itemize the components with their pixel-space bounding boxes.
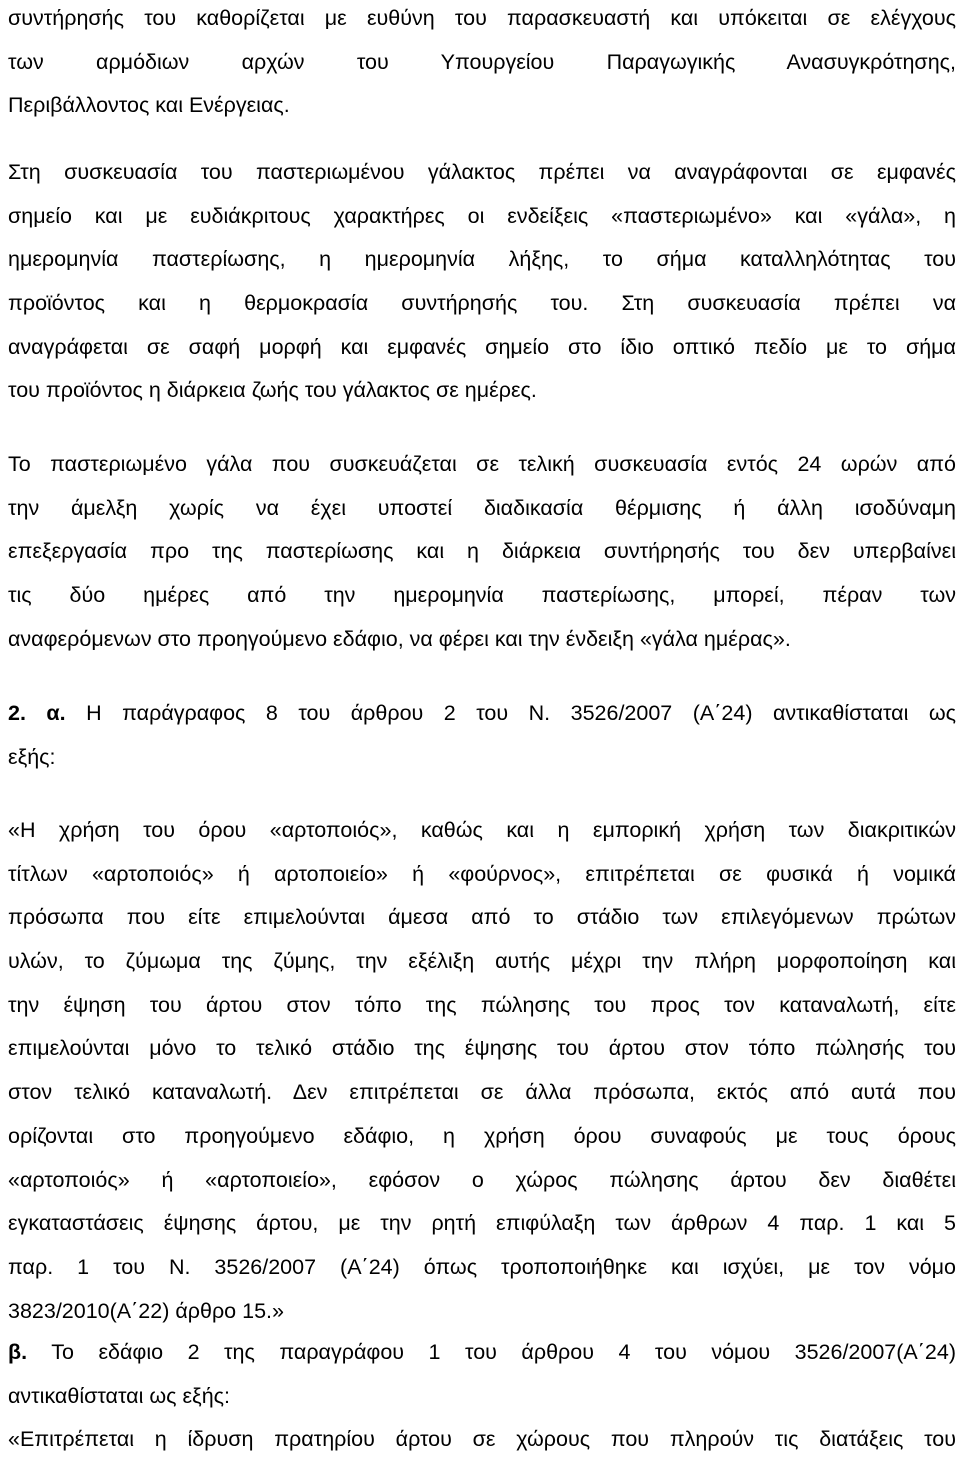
text-line: την άμελξη χωρίς να έχει υποστεί διαδικασία θέρμισης ή άλλη ισοδύναμη (8, 495, 956, 520)
text-line: την έψηση του άρτου στον τόπο της πώλησης του προς τον καταναλωτή, είτε (8, 992, 956, 1017)
text-line (8, 1331, 956, 1375)
text-line: ημερομηνία παστερίωσης, η ημερομηνία λήξης, το σήμα καταλληλότητας του (8, 247, 956, 272)
text-line: Περιβάλλοντος και Ενέργειας. (8, 93, 290, 118)
paragraph-daily-milk (8, 443, 956, 661)
section-label: β. (8, 1340, 28, 1364)
text-line: τίτλων «αρτοποιός» ή αρτοποιείο» ή «φούρνος», επιτρέπεται σε φυσικά ή νομικά (8, 861, 956, 886)
text-segment: Το εδάφιο 2 της παραγράφου 1 του άρθρου 4 του νόμου 3526/2007(Α΄24) (27, 1340, 956, 1364)
text-segment: Η παράγραφος 8 του άρθρου 2 του Ν. 3526/2007 (Α΄24) αντικαθίσταται ως (65, 701, 956, 725)
paragraph-article-2b (8, 1331, 956, 1418)
text-line: αντικαθίσταται ως εξής: (8, 1383, 230, 1408)
text-line (8, 692, 956, 736)
text-line: επεξεργασία προ της παστερίωσης και η διάρκεια συντήρησής του δεν υπερβαίνει (8, 539, 956, 564)
text-line: του προϊόντος η διάρκεια ζωής του γάλακτος σε ημέρες. (8, 378, 537, 403)
text-line: σημείο και με ευδιάκριτους χαρακτήρες οι ενδείξεις «παστεριωμένο» και «γάλα», η (8, 203, 956, 228)
text-line: εγκαταστάσεις έψησης άρτου, με την ρητή επιφύλαξη των άρθρων 4 παρ. 1 και 5 (8, 1211, 956, 1236)
text-line: των αρμόδιων αρχών του Υπουργείου Παραγωγικής Ανασυγκρότησης, (8, 49, 956, 74)
text-line: «Επιτρέπεται η ίδρυση πρατηρίου άρτου σε χώρους που πληρούν τις διατάξεις του (8, 1427, 956, 1451)
text-line: Στη συσκευασία του παστεριωμένου γάλακτος πρέπει να αναγράφονται σε εμφανές (8, 160, 956, 184)
text-line: επιμελούνται μόνο το τελικό στάδιο της έψησης του άρτου στον τόπο πώλησής του (8, 1036, 956, 1061)
text-line: αναφερόμενων στο προηγούμενο εδάφιο, να φέρει και την ένδειξη «γάλα ημέρας». (8, 626, 791, 651)
text-line: παρ. 1 του Ν. 3526/2007 (Α΄24) όπως τροποποιήθηκε και ισχύει, με τον νόμο (8, 1254, 956, 1279)
text-line: 3823/2010(Α΄22) άρθρο 15.» (8, 1298, 284, 1323)
paragraph-baker-term (8, 809, 956, 1333)
text-line: αναγράφεται σε σαφή μορφή και εμφανές σημείο στο ίδιο οπτικό πεδίο με το σήμα (8, 334, 956, 359)
text-line: ορίζονται στο προηγούμενο εδάφιο, η χρήση όρου συναφούς με τους όρους (8, 1123, 956, 1148)
text-line: Το παστεριωμένο γάλα που συσκευάζεται σε τελική συσκευασία εντός 24 ωρών από (8, 452, 956, 476)
paragraph-bread-shop (8, 1418, 956, 1462)
text-line: τις δύο ημέρες από την ημερομηνία παστερίωσης, μπορεί, πέραν των (8, 583, 956, 608)
section-label: 2. α. (8, 701, 66, 725)
text-line: υλών, το ζύμωμα της ζύμης, την εξέλιξη αυτής μέχρι την πλήρη μορφοποίηση και (8, 949, 956, 974)
text-line: συντήρησής του καθορίζεται με ευθύνη του παρασκευαστή και υπόκειται σε ελέγχους (8, 6, 956, 30)
paragraph-article-2a (8, 692, 956, 779)
text-line: στον τελικό καταναλωτή. Δεν επιτρέπεται σε άλλα πρόσωπα, εκτός από αυτά που (8, 1080, 956, 1105)
text-line: πρόσωπα που είτε επιμελούνται άμεσα από το στάδιο των επιλεγόμενων πρώτων (8, 905, 956, 930)
paragraph-storage-responsibility (8, 0, 956, 128)
text-line: «αρτοποιός» ή «αρτοποιείο», εφόσον ο χώρος πώλησης άρτου δεν διαθέτει (8, 1167, 956, 1192)
text-line: εξής: (8, 744, 56, 769)
paragraph-packaging-labels (8, 151, 956, 413)
text-line: προϊόντος και η θερμοκρασία συντήρησής του. Στη συσκευασία πρέπει να (8, 291, 956, 316)
text-line: «Η χρήση του όρου «αρτοποιός», καθώς και η εμπορική χρήση των διακριτικών (8, 818, 956, 842)
